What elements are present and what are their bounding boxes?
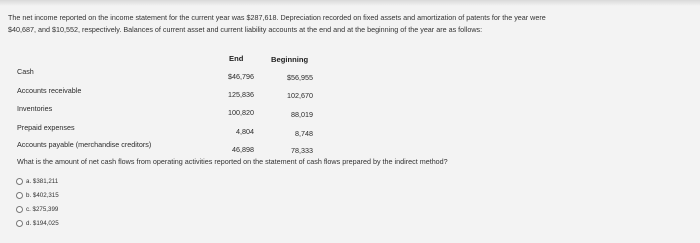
radio-button-icon[interactable] (16, 206, 23, 213)
cell-prepaid-expenses-end: 4,804 (236, 127, 254, 136)
radio-button-icon[interactable] (16, 178, 23, 185)
column-header-beginning: Beginning (271, 55, 309, 64)
row-label-cash: Cash (17, 67, 34, 76)
cell-prepaid-expenses-beginning: 8,748 (295, 129, 313, 138)
choice-a-label: a. $381,211 (26, 177, 59, 185)
row-label-prepaid-expenses: Prepaid expenses (17, 123, 75, 132)
intro-line-2: $40,687, and $10,552, respectively. Balances of current asset and current liability accounts at the end and at the beginning of the year are as follows: (8, 25, 483, 34)
choice-d-label: d. $194,025 (26, 219, 59, 227)
choice-c-label: c. $275,399 (26, 205, 59, 213)
cell-inventories-beginning: 88,019 (291, 110, 313, 119)
intro-line-1: The net income reported on the income statement for the current year was $287,618. Depreciation recorded on fixed assets and amortization of patents for the year were (8, 13, 546, 22)
cell-accounts-payable-end: 46,898 (232, 145, 254, 154)
cell-accounts-receivable-beginning: 102,670 (287, 91, 313, 100)
cell-cash-end: $46,796 (228, 72, 254, 81)
radio-button-icon[interactable] (16, 192, 23, 199)
row-label-accounts-receivable: Accounts receivable (17, 86, 82, 95)
choice-b-label: b. $402,315 (26, 191, 59, 199)
cell-accounts-payable-beginning: 78,333 (291, 146, 313, 155)
question-intro (8, 12, 698, 36)
top-bar (0, 0, 700, 6)
column-header-end: End (229, 54, 244, 63)
choice-b[interactable] (16, 189, 59, 201)
cell-inventories-end: 100,820 (228, 108, 254, 117)
choice-c[interactable] (16, 203, 58, 215)
radio-button-icon[interactable] (16, 220, 23, 227)
choice-a[interactable] (16, 175, 58, 187)
question-text: What is the amount of net cash flows from operating activities reported on the statement of cash flows prepared by the indirect method? (17, 157, 448, 166)
cell-cash-beginning: $56,955 (287, 73, 313, 82)
choice-d[interactable] (16, 217, 59, 229)
row-label-accounts-payable: Accounts payable (merchandise creditors) (17, 140, 152, 149)
cell-accounts-receivable-end: 125,836 (228, 90, 254, 99)
row-label-inventories: Inventories (17, 104, 53, 113)
